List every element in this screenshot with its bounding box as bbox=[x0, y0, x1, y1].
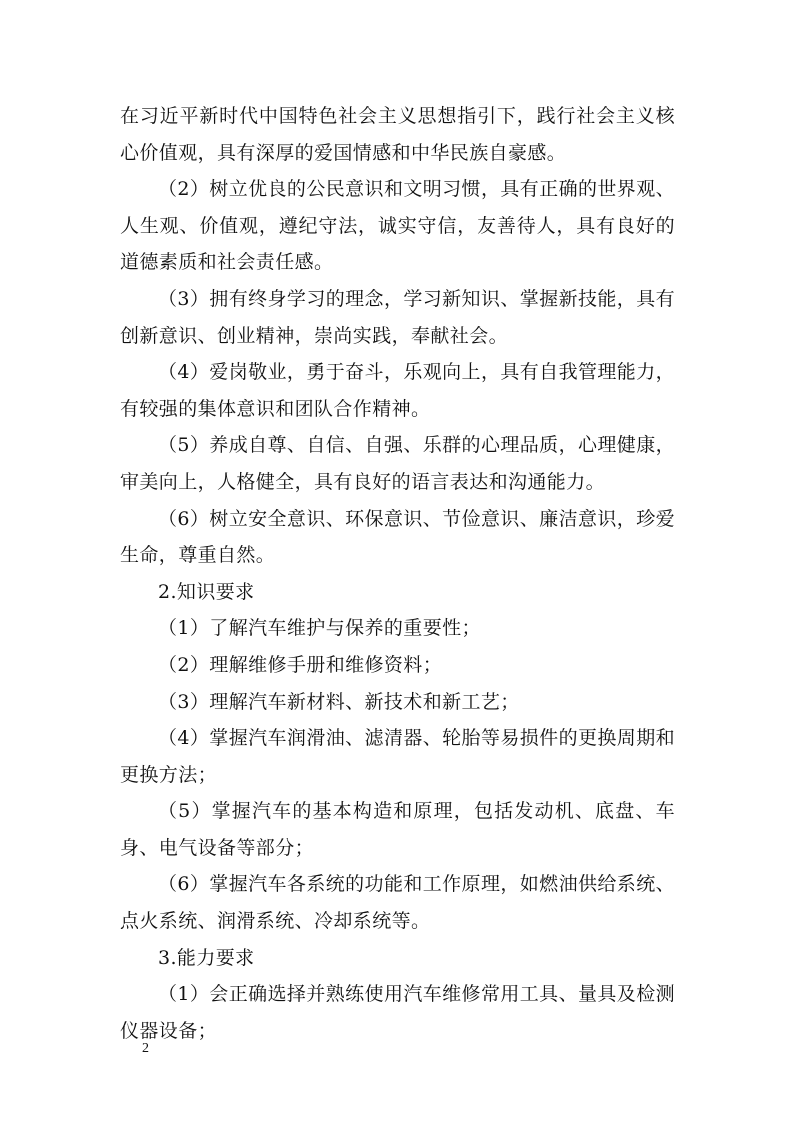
quality-item-3: （3）拥有终身学习的理念，学习新知识、掌握新技能，具有创新意识、创业精神，崇尚实践，奉献社会。 bbox=[120, 287, 675, 347]
quality-item-4: （4）爱岗敬业，勇于奋斗，乐观向上，具有自我管理能力，有较强的集体意识和团队合作精神。 bbox=[120, 361, 675, 420]
knowledge-item-3: （3）理解汽车新材料、新技术和新工艺； bbox=[158, 690, 520, 713]
quality-item-6: （6）树立安全意识、环保意识、节俭意识、廉洁意识，珍爱生命，尊重自然。 bbox=[120, 507, 675, 567]
quality-item-5: （5）养成自尊、自信、自强、乐群的心理品质，心理健康，审美向上，人格健全，具有良好的语言表达和沟通能力。 bbox=[120, 434, 675, 493]
page-number: 2 bbox=[142, 1041, 149, 1056]
knowledge-heading: 2.知识要求 bbox=[158, 580, 255, 603]
ability-heading: 3.能力要求 bbox=[158, 946, 255, 969]
ability-item-1: （1）会正确选择并熟练使用汽车维修常用工具、量具及检测仪器设备； bbox=[120, 983, 675, 1042]
knowledge-item-1: （1）了解汽车维护与保养的重要性； bbox=[158, 617, 481, 640]
document-body bbox=[120, 98, 675, 1049]
quality-item-2: （2）树立优良的公民意识和文明习惯，具有正确的世界观、人生观、价值观，遵纪守法，诚实守信，友善待人，具有良好的道德素质和社会责任感。 bbox=[120, 178, 675, 274]
knowledge-item-2: （2）理解维修手册和维修资料； bbox=[158, 653, 443, 676]
knowledge-item-4: （4）掌握汽车润滑油、滤清器、轮胎等易损件的更换周期和更换方法； bbox=[120, 727, 675, 786]
paragraph-continuation: 在习近平新时代中国特色社会主义思想指引下，践行社会主义核心价值观，具有深厚的爱国情感和中华民族自豪感。 bbox=[120, 105, 675, 164]
knowledge-item-6: （6）掌握汽车各系统的功能和工作原理，如燃油供给系统、点火系统、润滑系统、冷却系统等。 bbox=[120, 873, 675, 933]
knowledge-item-5: （5）掌握汽车的基本构造和原理，包括发动机、底盘、车身、电气设备等部分； bbox=[120, 800, 675, 859]
